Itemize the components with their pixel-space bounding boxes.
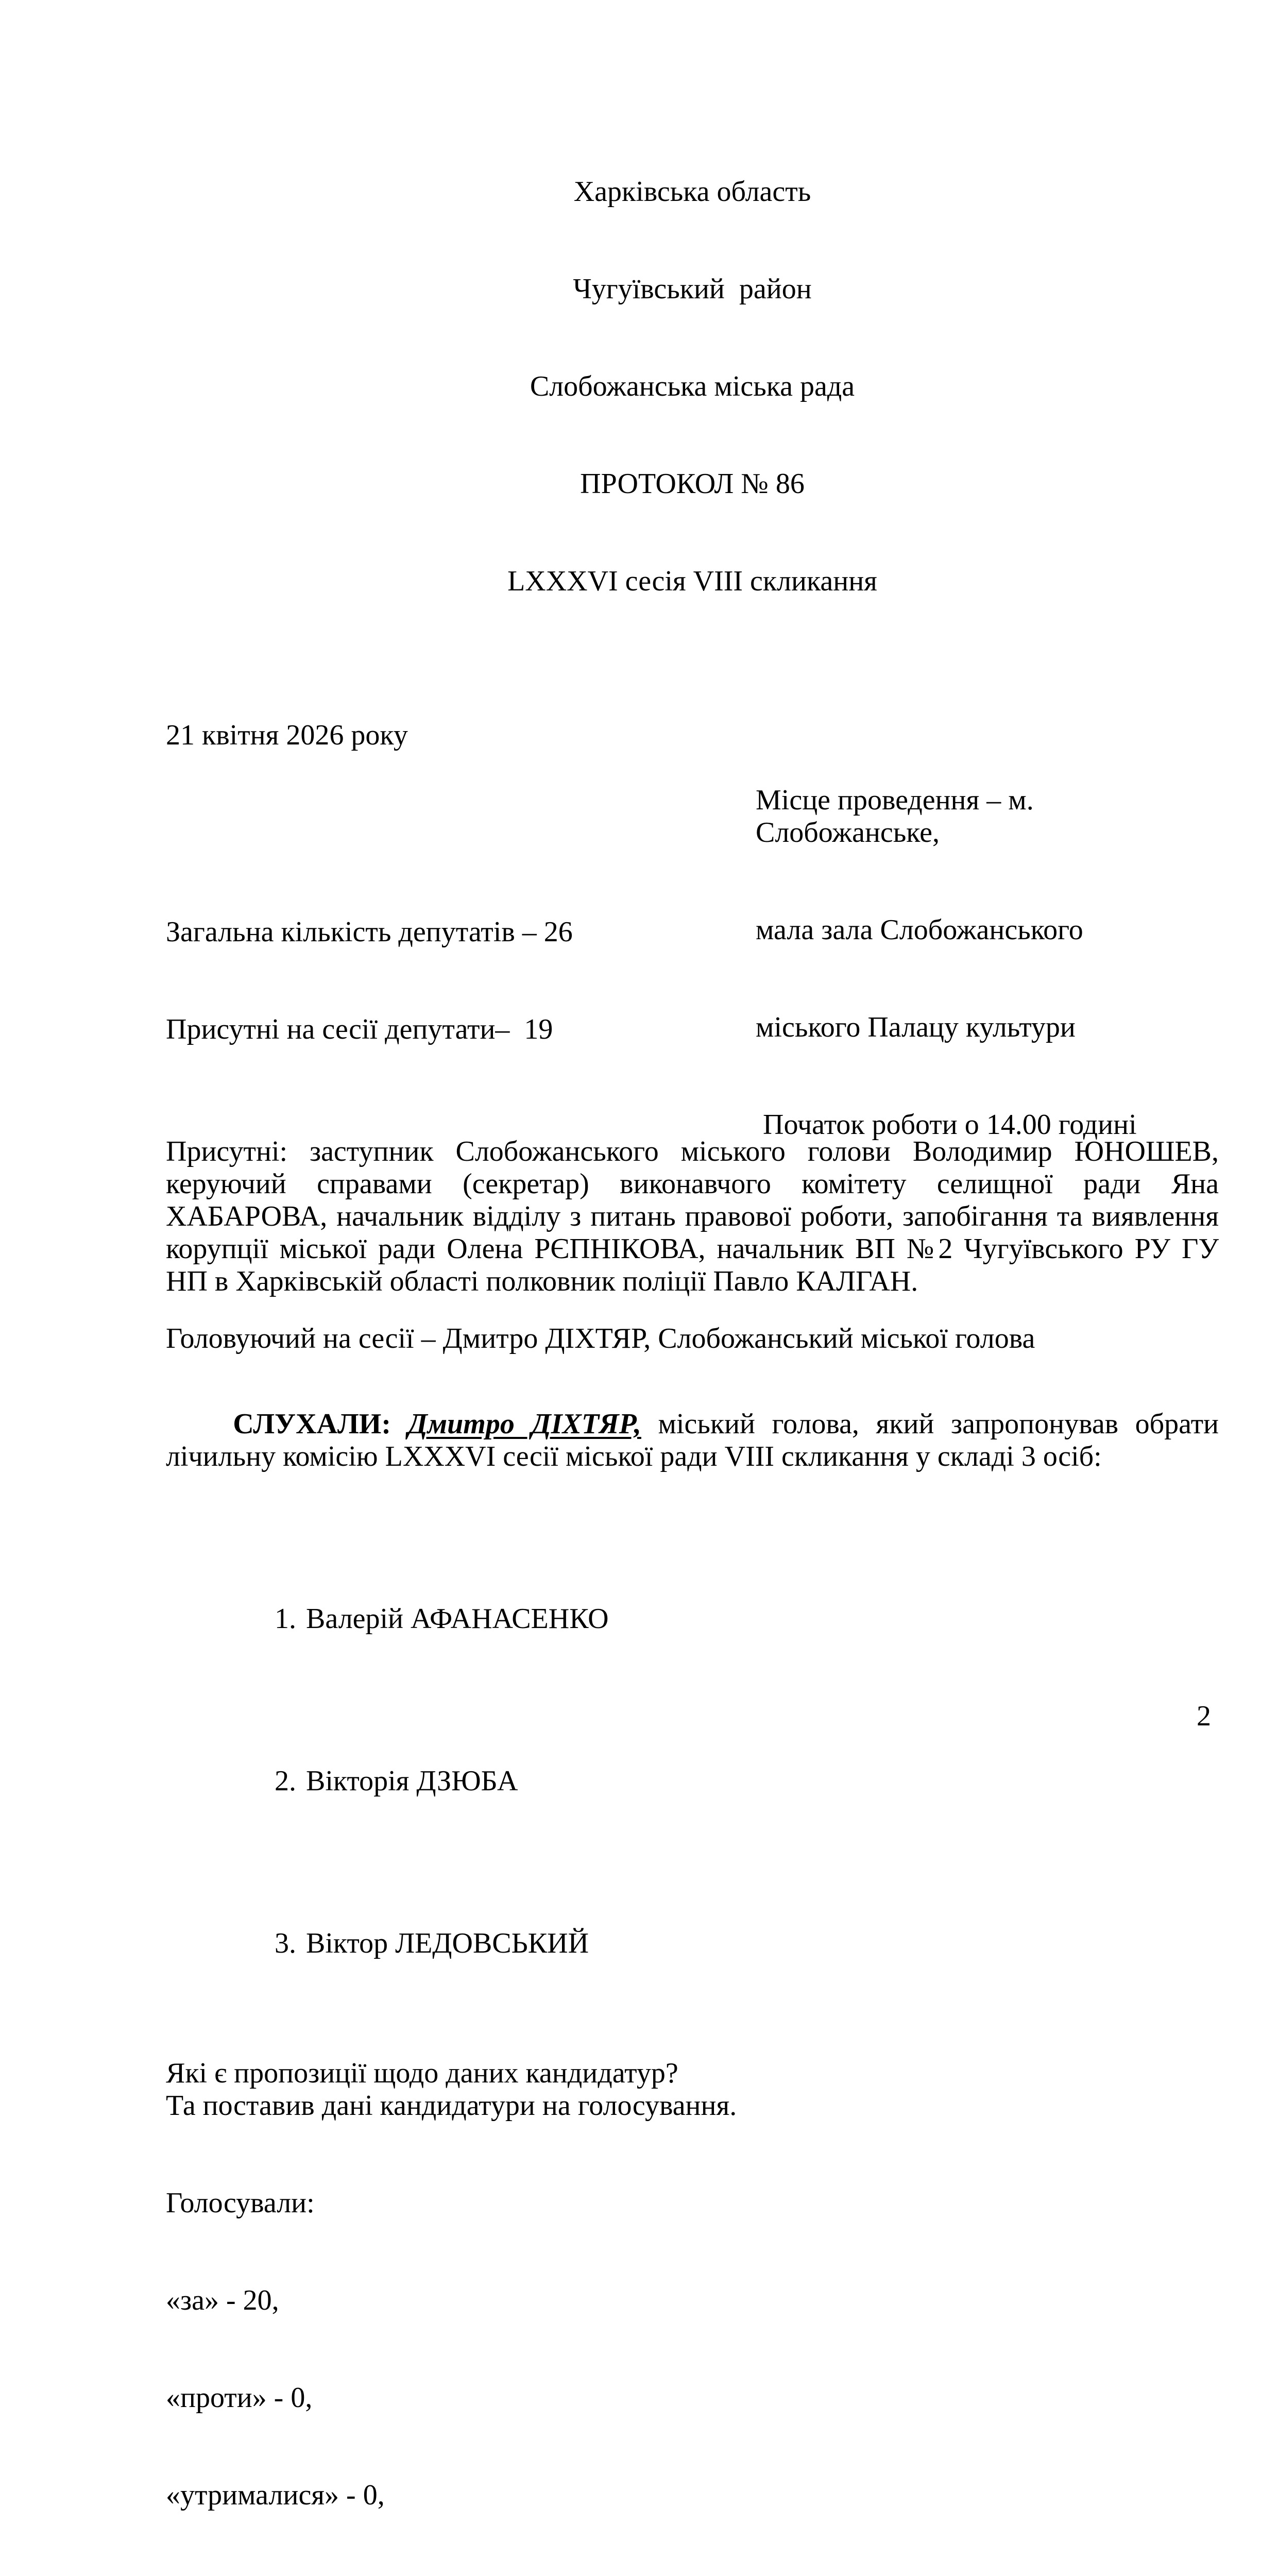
location-line-hall: мала зала Слобожанського bbox=[756, 914, 1083, 946]
header-line-district: Чугуївський район bbox=[573, 273, 812, 305]
sluhaly-text: міський голова, який запропонував обрати лічильну комісію LXXXVI сесії міської ради VIII скликання у складі 3 осіб: bbox=[166, 1408, 1226, 1472]
list-item-number: 1. bbox=[275, 1603, 296, 1635]
list-item-number: 3. bbox=[275, 1927, 296, 1959]
page-number: 2 bbox=[1197, 1700, 1211, 1732]
session-date: 21 квітня 2026 року bbox=[166, 719, 408, 751]
vote-block-1 bbox=[166, 2122, 1219, 2576]
list-item bbox=[166, 1895, 1219, 1992]
list-item-name: Вікторія ДЗЮБА bbox=[306, 1765, 518, 1797]
document-header bbox=[166, 111, 1219, 663]
header-line-council: Слобожанська міська рада bbox=[530, 370, 855, 402]
vote-abstained-line: «утрималися» - 0, bbox=[166, 2479, 385, 2511]
present-officials-paragraph: Присутні: заступник Слобожанського міського голови Володимир ЮНОШЕВ, керуючий справами (секретар) виконавчого комітету селищної ради Яна ХАБАРОВА, начальник відділу з питань правової роботи, запобігання та виявлення корупції міської ради Олена РЄПНІКОВА, начальник ВП №2 Чугуївського РУ ГУ НП в Харківській області полковник поліції Павло КАЛГАН. bbox=[166, 1136, 1233, 1297]
proposals-question-line: Які є пропозиції щодо даних кандидатур? bbox=[166, 2057, 678, 2089]
list-item-name: Валерій АФАНАСЕНКО bbox=[306, 1603, 609, 1635]
header-line-region: Харківська область bbox=[573, 176, 811, 208]
vote-for-line: «за» - 20, bbox=[166, 2284, 279, 2316]
deputies-total-line: Загальна кількість депутатів – 26 bbox=[166, 916, 573, 948]
put-to-vote-line: Та поставив дані кандидатури на голосування. bbox=[166, 2090, 737, 2122]
counting-commission-list bbox=[166, 1505, 1219, 2057]
header-line-protocol-number: ПРОТОКОЛ № 86 bbox=[580, 468, 805, 500]
list-item bbox=[166, 1570, 1219, 1668]
sluhaly-paragraph bbox=[166, 1376, 1226, 1505]
list-item-name: Віктор ЛЕДОВСЬКИЙ bbox=[306, 1927, 589, 1959]
list-item-number: 2. bbox=[275, 1765, 296, 1797]
chairperson-line: Головуючий на сесії – Дмитро ДІХТЯР, Слобожанський міської голова bbox=[166, 1323, 1035, 1354]
location-line-place: Місце проведення – м. Слобожанське, bbox=[756, 784, 1041, 849]
sluhaly-speaker-name: Дмитро ДІХТЯР, bbox=[407, 1408, 641, 1440]
deputies-present-line: Присутні на сесії депутати– 19 bbox=[166, 1013, 553, 1045]
location-line-palace: міського Палацу культури bbox=[756, 1011, 1076, 1043]
vote-against-line: «проти» - 0, bbox=[166, 2382, 313, 2414]
list-item bbox=[166, 1733, 1219, 1830]
vote-heading: Голосували: bbox=[166, 2187, 315, 2219]
location-line-start-time: Початок роботи о 14.00 годині bbox=[756, 1109, 1137, 1141]
sluhaly-label: СЛУХАЛИ: bbox=[233, 1408, 408, 1440]
location-block bbox=[756, 719, 1219, 1206]
header-line-session: LXXXVI сесія VIII скликання bbox=[507, 565, 877, 597]
